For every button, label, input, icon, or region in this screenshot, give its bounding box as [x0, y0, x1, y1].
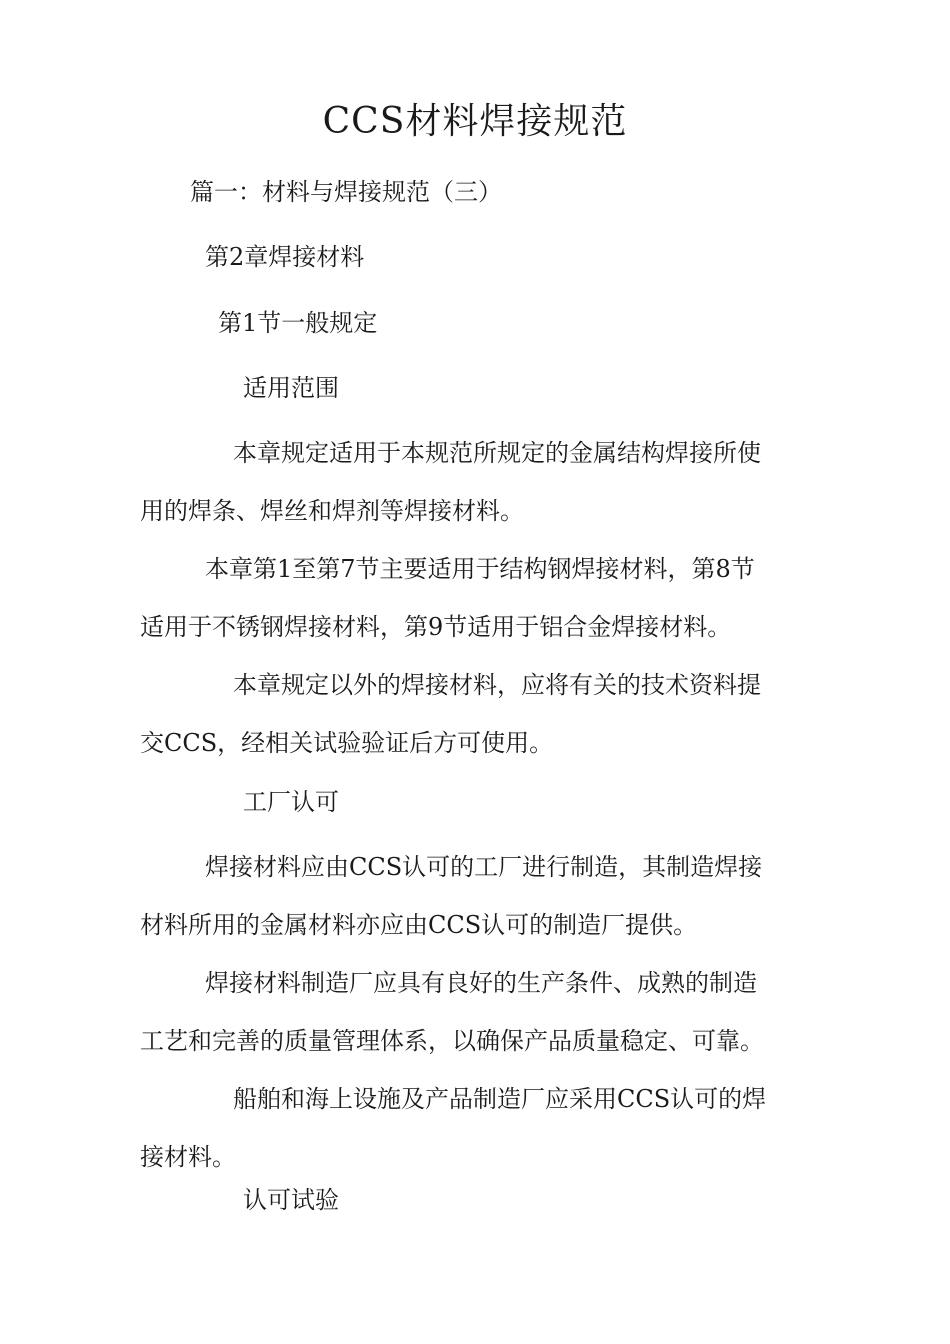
paragraph-line: 本章第1至第7节主要适用于结构钢焊接材料，第8节: [205, 555, 755, 583]
paragraph-line: 本章规定适用于本规范所规定的金属结构焊接所使: [233, 439, 761, 467]
paragraph-scope-3: [140, 656, 820, 772]
paragraph-scope-1: [140, 424, 820, 540]
paragraph-line: 适用于不锈钢焊接材料，第9节适用于铝合金焊接材料。: [140, 613, 732, 641]
part-heading: 篇一：材料与焊接规范（三）: [190, 178, 502, 206]
paragraph-line: 本章规定以外的焊接材料，应将有关的技术资料提: [233, 671, 761, 699]
subheading-scope: 适用范围: [243, 374, 339, 402]
subheading-factory: 工厂认可: [243, 788, 339, 816]
paragraph-line: 焊接材料应由CCS认可的工厂进行制造，其制造焊接: [205, 853, 763, 881]
paragraph-line: 接材料。: [140, 1143, 236, 1171]
paragraph-line: 工艺和完善的质量管理体系，以确保产品质量稳定、可靠。: [140, 1027, 764, 1055]
paragraph-scope-2: [140, 540, 820, 656]
paragraph-factory-1: [140, 838, 820, 954]
document-title: CCS材料焊接规范: [322, 101, 628, 142]
chapter-heading: 第2章焊接材料: [205, 243, 365, 271]
paragraph-line: 交CCS，经相关试验验证后方可使用。: [140, 729, 554, 757]
paragraph-line: 焊接材料制造厂应具有良好的生产条件、成熟的制造: [205, 969, 757, 997]
paragraph-factory-3: [140, 1070, 820, 1186]
paragraph-line: 材料所用的金属材料亦应由CCS认可的制造厂提供。: [140, 911, 698, 939]
section-heading: 第1节一般规定: [218, 309, 378, 337]
paragraph-line: 船舶和海上设施及产品制造厂应采用CCS认可的焊: [233, 1085, 767, 1113]
paragraph-line: 用的焊条、焊丝和焊剂等焊接材料。: [140, 497, 524, 525]
subheading-approval-test: 认可试验: [243, 1186, 339, 1214]
paragraph-factory-2: [140, 954, 820, 1070]
